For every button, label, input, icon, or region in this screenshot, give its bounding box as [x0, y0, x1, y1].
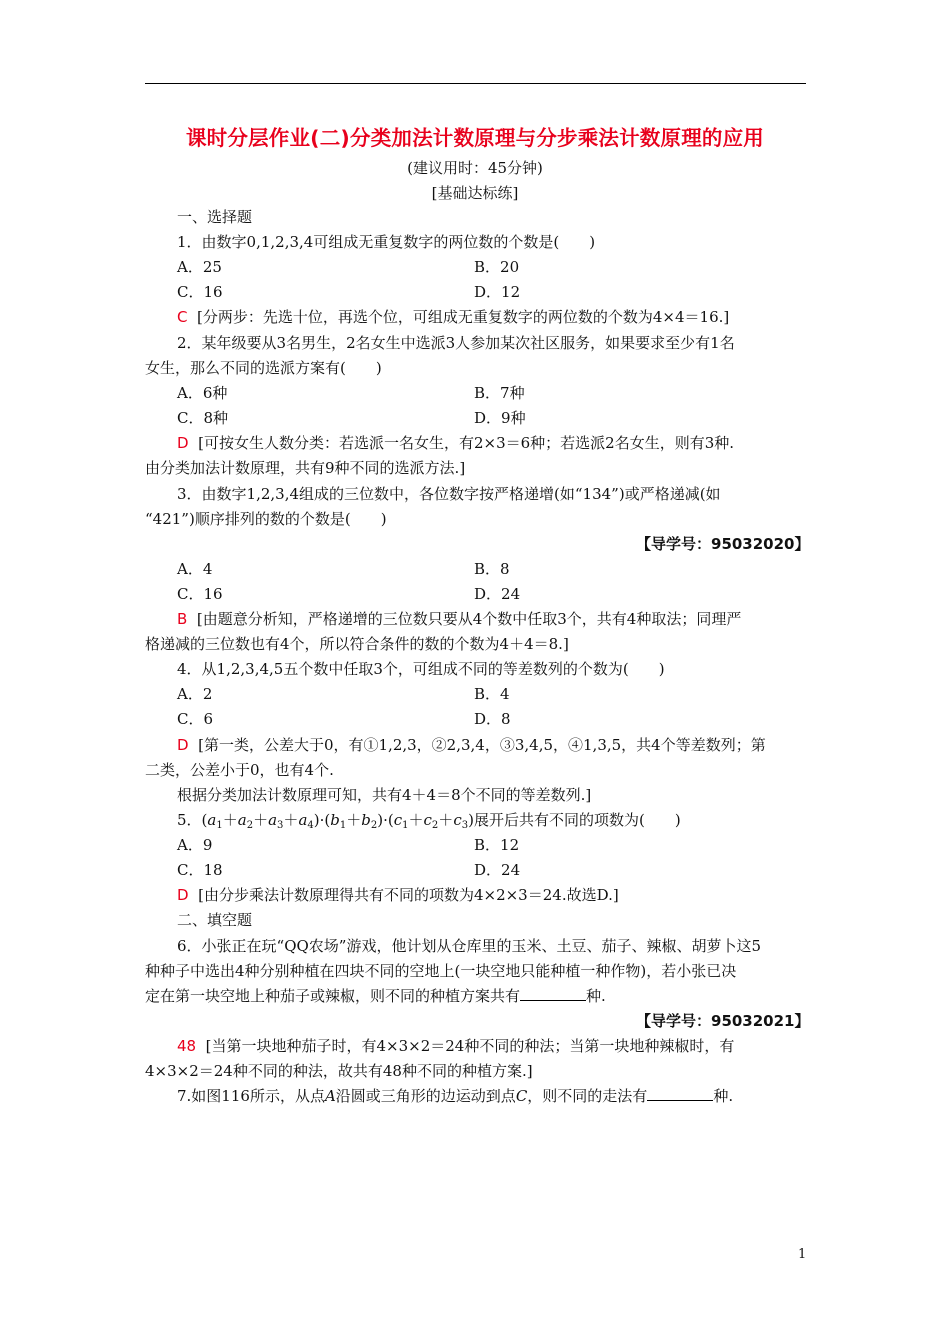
- q5-option-d: D．24: [474, 861, 521, 879]
- q5-answer: D [由分步乘法计数原理得共有不同的项数为4×2×3＝24.故选D.]: [177, 886, 619, 904]
- section-tag: [基础达标练]: [431, 184, 519, 202]
- question-3-line-1: 3．由数字1,2,3,4组成的三位数中，各位数字按严格递增(如“134”)或严格递减(如: [177, 485, 721, 503]
- q6-explain-line-2: 4×3×2＝24种不同的种法，故共有48种不同的种植方案.]: [145, 1062, 533, 1080]
- page-number: 1: [798, 1247, 807, 1262]
- q6-blank: [520, 986, 586, 1001]
- q6-answer-value: 48: [177, 1037, 197, 1055]
- q6-answer: 48 [当第一块地种茄子时，有4×3×2＝24种不同的种法；当第一块地种辣椒时，有: [177, 1037, 735, 1055]
- q4-answer: D [第一类，公差大于0，有①1,2,3，②2,3,4，③3,4,5，④1,3,5，共4个等差数列；第: [177, 736, 766, 754]
- question-6-line-2: 种种子中选出4种分别种植在四块不同的空地上(一块空地只能种植一种作物)，若小张已决: [145, 962, 737, 980]
- section-heading-choice: 一、选择题: [177, 208, 253, 226]
- q4-option-b: B．4: [474, 685, 510, 703]
- q2-option-a: A．6种: [177, 384, 228, 402]
- q4-option-d: D．8: [474, 710, 511, 728]
- question-2-line-1: 2．某年级要从3名男生，2名女生中选派3人参加某次社区服务，如果要求至少有1名: [177, 334, 735, 352]
- q4-answer-letter: D: [177, 736, 189, 754]
- q1-answer-letter: C: [177, 308, 188, 326]
- q2-explain-line-2: 由分类加法计数原理，共有9种不同的选派方法.]: [145, 459, 466, 477]
- q3-option-b: B．8: [474, 560, 510, 578]
- q6-guide-number: 【导学号：95032021】: [636, 1012, 810, 1030]
- question-6-line-3: 定在第一块空地上种茄子或辣椒，则不同的种植方案共有 种.: [145, 987, 606, 1005]
- section-heading-fill: 二、填空题: [177, 911, 253, 929]
- question-2-line-2: 女生，那么不同的选派方案有( ): [145, 359, 382, 377]
- q4-explain-line-3: 根据分类加法计数原理可知，共有4＋4＝8个不同的等差数列.]: [177, 786, 592, 804]
- q4-option-a: A．2: [177, 685, 213, 703]
- q5-answer-letter: D: [177, 886, 189, 904]
- q3-explain-line-2: 格递减的三位数也有4个，所以符合条件的数的个数为4＋4＝8.]: [145, 635, 569, 653]
- question-1: 1．由数字0,1,2,3,4可组成无重复数字的两位数的个数是( ): [177, 233, 596, 251]
- q5-option-a: A．9: [177, 836, 213, 854]
- q4-option-c: C．6: [177, 710, 214, 728]
- q1-option-a: A．25: [177, 258, 222, 276]
- q1-option-c: C．16: [177, 283, 223, 301]
- q2-option-d: D．9种: [474, 409, 526, 427]
- question-7: 7.如图116所示，从点A沿圆或三角形的边运动到点C，则不同的走法有 种.: [177, 1087, 734, 1105]
- q1-option-d: D．12: [474, 283, 521, 301]
- q7-blank: [647, 1086, 713, 1101]
- page-title: 课时分层作业(二)分类加法计数原理与分步乘法计数原理的应用: [185, 126, 765, 150]
- question-3-line-2: “421”)顺序排列的数的个数是( ): [145, 510, 387, 528]
- q3-option-d: D．24: [474, 585, 521, 603]
- top-rule: [145, 83, 806, 84]
- q1-answer: C [分两步：先选十位，再选个位，可组成无重复数字的两位数的个数为4×4＝16.]: [177, 308, 730, 326]
- q3-option-a: A．4: [177, 560, 213, 578]
- question-4: 4．从1,2,3,4,5五个数中任取3个，可组成不同的等差数列的个数为( ): [177, 660, 665, 678]
- q3-answer: B [由题意分析知，严格递增的三位数只要从4个数中任取3个，共有4种取法；同理严: [177, 610, 742, 628]
- q5-option-b: B．12: [474, 836, 520, 854]
- q2-option-c: C．8种: [177, 409, 229, 427]
- question-5: 5．$(a_1+a_2+a_3+a_4)\cdot(b_1+b_2)\cdot(c_1+c_2+c_3)$展开后共有不同的项数为( ): [177, 811, 681, 831]
- q2-answer: D [可按女生人数分类：若选派一名女生，有2×3＝6种；若选派2名女生，则有3种.: [177, 434, 735, 452]
- q2-option-b: B．7种: [474, 384, 525, 402]
- q3-guide-number: 【导学号：95032020】: [636, 535, 810, 553]
- q1-option-b: B．20: [474, 258, 520, 276]
- q2-answer-letter: D: [177, 434, 189, 452]
- q5-option-c: C．18: [177, 861, 223, 879]
- q4-explain-line-2: 二类，公差小于0，也有4个.: [145, 761, 334, 779]
- suggested-time: (建议用时：45分钟): [407, 159, 543, 177]
- q3-answer-letter: B: [177, 610, 188, 628]
- q3-option-c: C．16: [177, 585, 223, 603]
- question-6-line-1: 6．小张正在玩“QQ农场”游戏，他计划从仓库里的玉米、土豆、茄子、辣椒、胡萝卜这5: [177, 937, 762, 955]
